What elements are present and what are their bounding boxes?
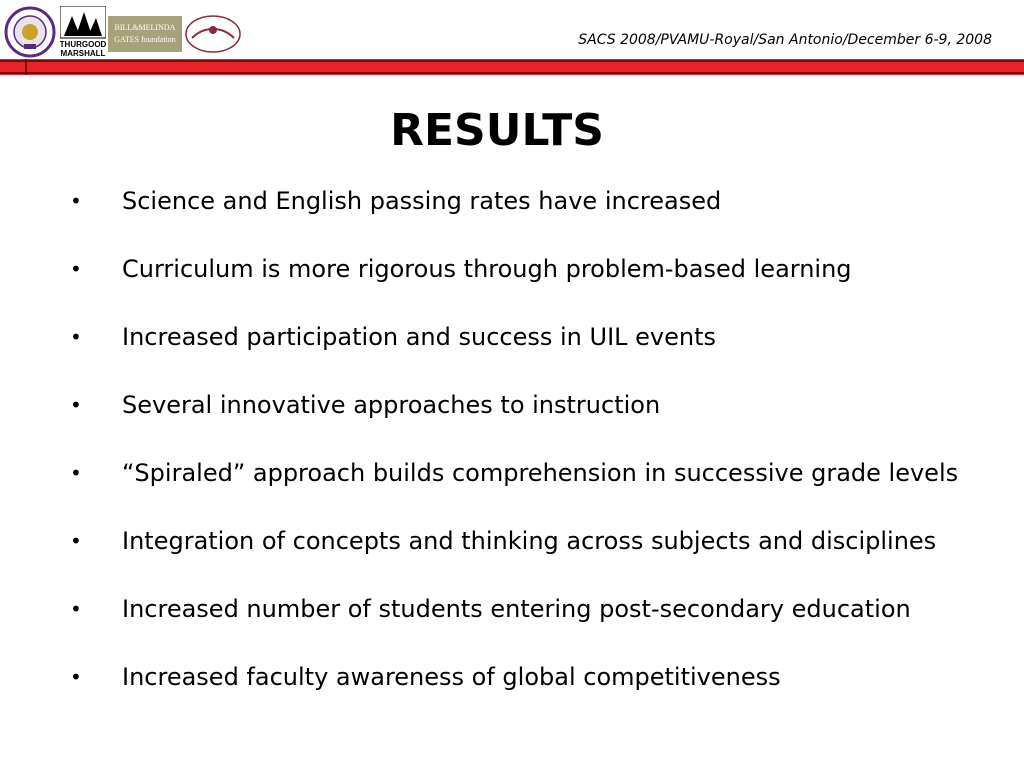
bullet-text: Several innovative approaches to instruction	[122, 391, 661, 419]
svg-text:BILL&MELINDA: BILL&MELINDA	[114, 23, 176, 32]
header-rule	[0, 59, 1024, 75]
bullet-icon: •	[70, 325, 82, 349]
bullet-text: Curriculum is more rigorous through problem-based learning	[122, 255, 852, 283]
event-info-text: SACS 2008/PVAMU-Royal/San Antonio/December 6-9, 2008	[578, 32, 992, 48]
bullet-text: Increased faculty awareness of global competitiveness	[122, 663, 781, 691]
bullet-item	[66, 320, 966, 354]
svg-text:MARSHALL: MARSHALL	[60, 49, 106, 58]
svg-text:THURGOOD: THURGOOD	[60, 40, 106, 49]
bullet-icon: •	[70, 393, 82, 417]
bullet-text: Integration of concepts and thinking across subjects and disciplines	[122, 527, 937, 555]
bullet-icon: •	[70, 461, 82, 485]
results-bullet-list	[66, 184, 966, 728]
svg-text:GATES foundation: GATES foundation	[114, 35, 176, 44]
bullet-item	[66, 184, 966, 218]
bullet-icon: •	[70, 189, 82, 213]
bullet-text: Increased number of students entering post-secondary education	[122, 595, 911, 623]
bullet-item	[66, 456, 966, 490]
bullet-item	[66, 660, 966, 694]
bullet-text: Increased participation and success in UIL events	[122, 323, 717, 351]
gates-foundation-logo	[108, 16, 182, 52]
pvamu-seal-logo	[4, 6, 56, 58]
bullet-icon: •	[70, 257, 82, 281]
bullet-icon: •	[70, 665, 82, 689]
bullet-text: “Spiraled” approach builds comprehension in successive grade levels	[122, 459, 959, 487]
bullet-icon: •	[70, 529, 82, 553]
royal-logo	[184, 14, 242, 54]
bullet-item	[66, 252, 966, 286]
thurgood-marshall-logo	[60, 6, 106, 60]
bullet-item	[66, 592, 966, 626]
bullet-item	[66, 524, 966, 558]
slide-title: RESULTS	[390, 105, 604, 156]
bullet-icon: •	[70, 597, 82, 621]
bullet-text: Science and English passing rates have increased	[122, 187, 722, 215]
bullet-item	[66, 388, 966, 422]
